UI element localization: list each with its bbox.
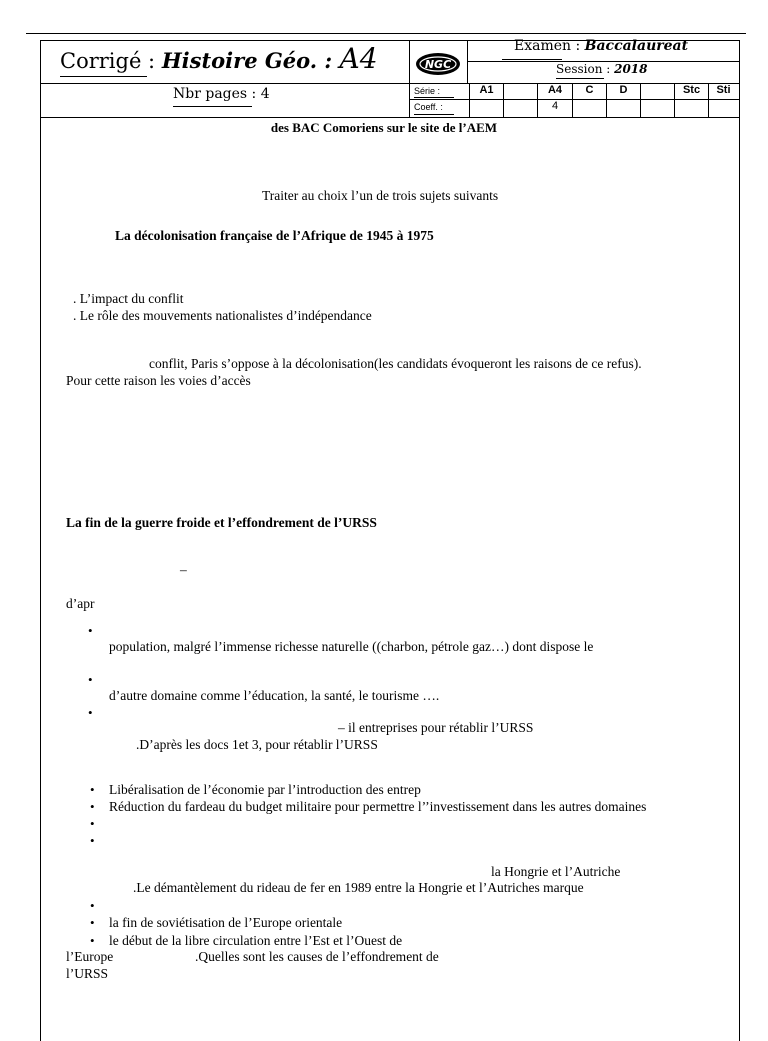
session-underline bbox=[556, 78, 604, 79]
line-hongrie: la Hongrie et l’Autriche bbox=[491, 864, 621, 879]
series-col-line bbox=[503, 84, 504, 118]
point-1: . L’impact du conflit bbox=[73, 291, 184, 306]
title-underline bbox=[60, 76, 147, 77]
point-2: . Le rôle des mouvements nationalistes d’indépendance bbox=[73, 308, 372, 323]
series-cell: D bbox=[619, 84, 628, 96]
ngc-logo bbox=[414, 50, 462, 78]
list-2-item-3: le début de la libre circulation entre l’Est et l’Ouest de bbox=[109, 933, 403, 948]
header-vline-2 bbox=[467, 40, 468, 84]
line-rideau: .Le démantèlement du rideau de fer en 1989 entre la Hongrie et l’Autriches marque bbox=[133, 880, 584, 895]
paragraph-1-line-2: Pour cette raison les voies d’accès bbox=[66, 373, 251, 388]
dash: – bbox=[180, 562, 187, 577]
bullet-dot: • bbox=[90, 898, 95, 913]
document-title bbox=[60, 42, 378, 75]
exam-value: Baccalaureat bbox=[584, 38, 689, 54]
series-cell: C bbox=[585, 84, 594, 96]
pages-label: Nbr pages : bbox=[173, 86, 261, 102]
bullet-dot: • bbox=[90, 782, 95, 797]
exam-label: Examen : bbox=[514, 38, 585, 54]
series-cell: A1 bbox=[479, 84, 494, 96]
coeff-underline bbox=[414, 114, 454, 115]
series-cell: Sti bbox=[716, 84, 731, 96]
bullet-dot: • bbox=[90, 915, 95, 930]
bullet-dot: • bbox=[88, 705, 93, 720]
top-rule bbox=[26, 33, 746, 34]
line-causes: .Quelles sont les causes de l’effondrement de bbox=[195, 949, 439, 964]
list-1-item-1: Libéralisation de l’économie par l’introduction des entrep bbox=[109, 782, 421, 797]
bullet-dot: • bbox=[88, 672, 93, 687]
header-vline-1 bbox=[409, 40, 410, 118]
exam-line bbox=[514, 38, 688, 54]
header-divider-2 bbox=[40, 117, 739, 118]
series-cell: A4 bbox=[547, 84, 563, 96]
session-value: 2018 bbox=[614, 62, 648, 76]
series-col-line bbox=[640, 84, 641, 118]
bullet-dot: • bbox=[90, 799, 95, 814]
title-series: A4 bbox=[339, 42, 378, 75]
logo-text: NGC bbox=[424, 58, 452, 71]
session-label: Session : bbox=[556, 62, 615, 76]
serie-coeff-divider bbox=[409, 99, 739, 100]
bullet-b-text: d’autre domaine comme l’éducation, la santé, le tourisme …. bbox=[109, 688, 440, 703]
line-urss: l’URSS bbox=[66, 966, 109, 981]
paragraph-1-line-1: conflit, Paris s’oppose à la décolonisation(les candidats évoqueront les raisons de ce refus). bbox=[149, 356, 642, 371]
pages-value: 4 bbox=[260, 86, 270, 102]
title-prefix: Corrigé : bbox=[60, 49, 162, 73]
subject-2-title: La fin de la guerre froide et l’effondrement de l’URSS bbox=[66, 515, 377, 530]
list-2-item-2: la fin de soviétisation de l’Europe orientale bbox=[109, 915, 343, 930]
line-docs: .D’après les docs 1et 3, pour rétablir l’URSS bbox=[136, 737, 378, 752]
pages-line bbox=[173, 86, 270, 102]
subject-1-title: La décolonisation française de l’Afrique de 1945 à 1975 bbox=[115, 228, 434, 243]
bullet-dot: • bbox=[90, 816, 95, 831]
line-entreprises: – il entreprises pour rétablir l’URSS bbox=[338, 720, 534, 735]
bullet-dot: • bbox=[90, 833, 95, 848]
series-cell: Stc bbox=[682, 84, 701, 96]
source-line: des BAC Comoriens sur le site de l’AEM bbox=[270, 120, 498, 135]
exam-underline bbox=[502, 59, 562, 60]
title-subject: Histoire Géo. : bbox=[161, 48, 340, 73]
bullet-dot: • bbox=[90, 933, 95, 948]
line-europe: l’Europe bbox=[66, 949, 114, 964]
bullet-dot: • bbox=[88, 623, 93, 638]
list-1-item-2: Réduction du fardeau du budget militaire pour permettre l’’investissement dans les autres domaines bbox=[109, 799, 647, 814]
bullet-a-text: population, malgré l’immense richesse naturelle ((charbon, pétrole gaz…) dont dispose le bbox=[109, 639, 594, 654]
serie-label: Série : bbox=[414, 86, 441, 96]
pages-underline bbox=[173, 106, 252, 107]
instruction: Traiter au choix l’un de trois sujets suivants bbox=[262, 188, 499, 203]
serie-underline bbox=[414, 97, 454, 98]
coeff-cell: 4 bbox=[551, 100, 559, 112]
coeff-label: Coeff. : bbox=[414, 102, 443, 112]
dapr-text: d’apr bbox=[66, 596, 95, 611]
session-line bbox=[556, 62, 648, 76]
